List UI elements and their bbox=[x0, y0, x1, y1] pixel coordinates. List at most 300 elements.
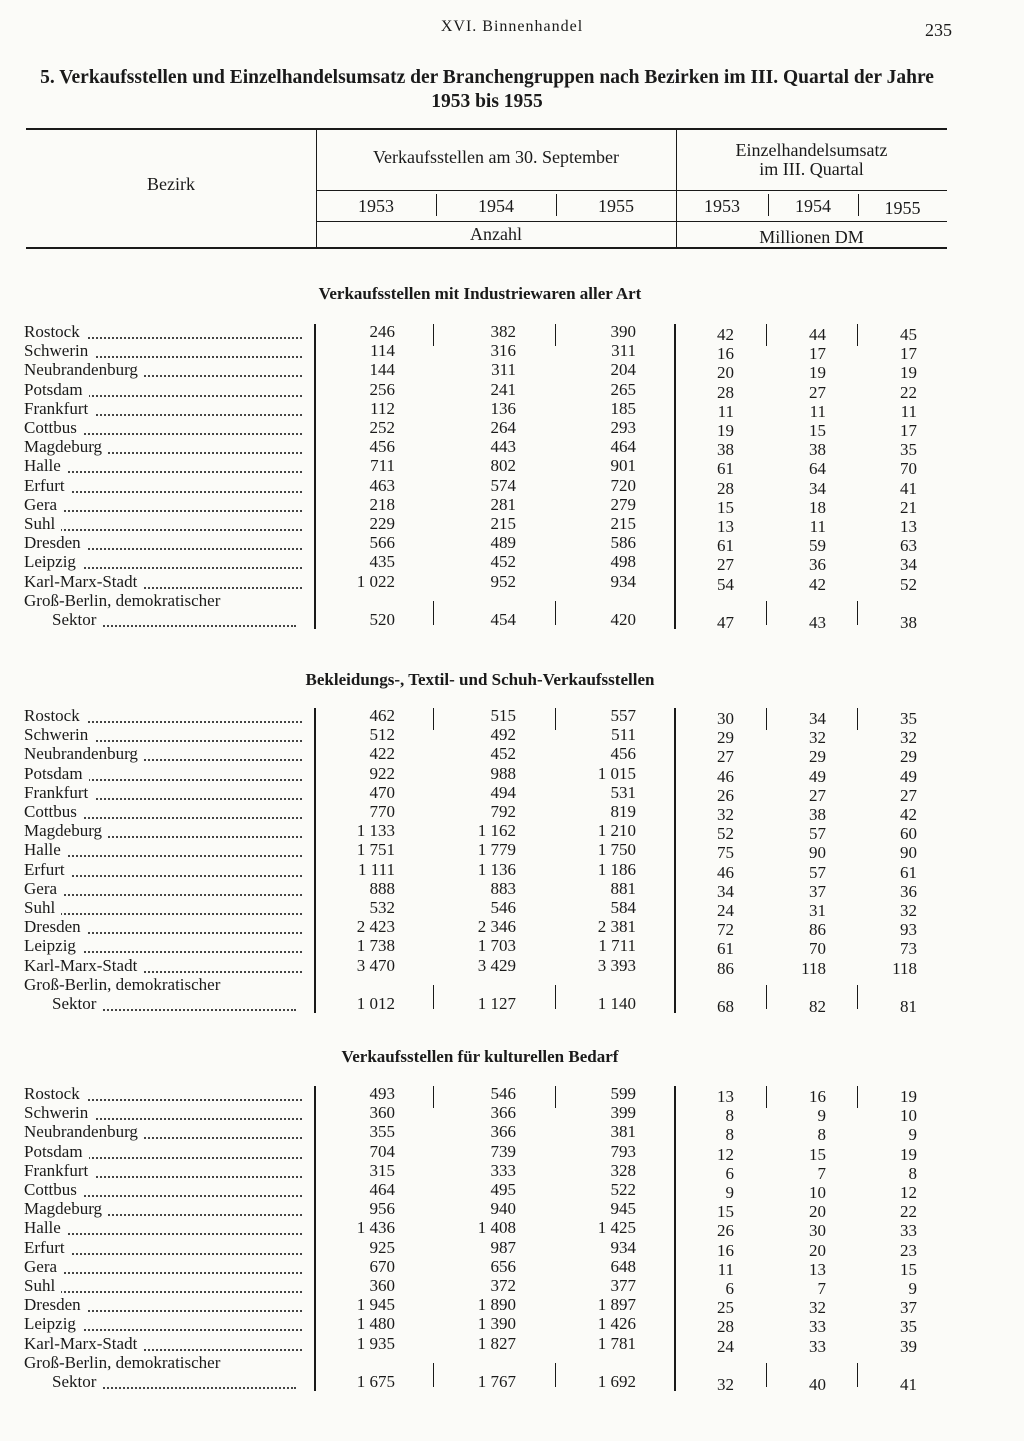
cell-value: 670 bbox=[369, 1256, 395, 1276]
cell-value: 63 bbox=[900, 536, 917, 556]
column-separator bbox=[857, 324, 858, 346]
cell-value: 23 bbox=[900, 1240, 917, 1260]
column-separator bbox=[555, 708, 556, 730]
cell-value: 1 703 bbox=[477, 936, 516, 956]
row-label-text: Dresden bbox=[24, 1295, 87, 1314]
column-separator bbox=[314, 708, 316, 1013]
cell-value: 546 bbox=[490, 898, 516, 917]
cell-value: 44 bbox=[809, 325, 826, 344]
row-label bbox=[52, 1372, 296, 1392]
cell-value: 229 bbox=[369, 514, 395, 533]
cell-value: 21 bbox=[900, 497, 917, 517]
row-label-text: Halle bbox=[24, 840, 67, 859]
cell-value: 360 bbox=[369, 1276, 395, 1295]
cell-value: 498 bbox=[610, 552, 636, 572]
cell-value: 17 bbox=[900, 421, 917, 440]
cell-value: 456 bbox=[610, 744, 636, 764]
cell-value: 82 bbox=[809, 997, 826, 1016]
table-row bbox=[0, 514, 1024, 534]
table-title-line2: 1953 bis 1955 bbox=[431, 91, 543, 112]
row-label-text: Potsdam bbox=[24, 764, 89, 783]
table-title-line1: 5. Verkaufsstellen und Einzelhandelsumsatz der Branchengruppen nach Bezirken im III. Quartal der Jahre bbox=[40, 67, 934, 88]
cell-value: 470 bbox=[369, 782, 395, 802]
cell-value: 32 bbox=[900, 728, 917, 748]
cell-value: 945 bbox=[610, 1199, 636, 1219]
cell-value: 9 bbox=[817, 1106, 826, 1126]
row-label bbox=[24, 879, 302, 899]
cell-value: 36 bbox=[900, 881, 917, 901]
cell-value: 61 bbox=[900, 862, 917, 882]
row-label-text: Suhl bbox=[24, 514, 61, 533]
cell-value: 47 bbox=[717, 613, 734, 632]
header-unit-millionen-dm: Millionen DM bbox=[759, 227, 864, 247]
cell-value: 43 bbox=[809, 613, 826, 632]
cell-value: 987 bbox=[490, 1237, 516, 1257]
leader-dots bbox=[24, 1291, 302, 1293]
table-row bbox=[0, 994, 1024, 1014]
row-label bbox=[24, 1334, 302, 1354]
page-number: 235 bbox=[925, 20, 952, 40]
cell-value: 648 bbox=[610, 1256, 636, 1276]
cell-value: 15 bbox=[809, 1144, 826, 1164]
cell-value: 46 bbox=[717, 862, 734, 882]
cell-value: 3 429 bbox=[477, 955, 516, 975]
cell-value: 454 bbox=[490, 610, 516, 629]
cell-value: 59 bbox=[809, 536, 826, 556]
table-row bbox=[0, 1257, 1024, 1277]
row-label bbox=[24, 1103, 302, 1123]
cell-value: 38 bbox=[809, 440, 826, 460]
cell-value: 19 bbox=[900, 363, 917, 383]
table-row bbox=[0, 1180, 1024, 1200]
table-row bbox=[0, 821, 1024, 844]
row-label-text: Erfurt bbox=[24, 1238, 71, 1257]
table-row-label-line bbox=[0, 975, 1024, 995]
cell-value: 15 bbox=[809, 421, 826, 440]
cell-value: 37 bbox=[900, 1298, 917, 1318]
column-separator bbox=[857, 601, 858, 625]
cell-value: 8 bbox=[817, 1125, 826, 1145]
cell-value: 1 015 bbox=[597, 763, 636, 783]
cell-value: 52 bbox=[717, 824, 734, 844]
cell-value: 452 bbox=[490, 552, 516, 572]
cell-value: 13 bbox=[717, 517, 734, 536]
cell-value: 118 bbox=[892, 958, 917, 978]
cell-value: 1 751 bbox=[356, 840, 395, 860]
row-label bbox=[24, 495, 302, 515]
cell-value: 1 111 bbox=[358, 859, 395, 879]
cell-value: 30 bbox=[809, 1221, 826, 1241]
row-label bbox=[24, 917, 302, 937]
cell-value: 86 bbox=[717, 958, 734, 978]
column-separator bbox=[433, 324, 434, 346]
cell-value: 39 bbox=[900, 1336, 917, 1356]
row-label-text: Cottbus bbox=[24, 802, 83, 821]
table-row bbox=[0, 476, 1024, 496]
cell-value: 1 779 bbox=[477, 840, 516, 860]
cell-value: 293 bbox=[610, 418, 636, 437]
cell-value: 315 bbox=[369, 1160, 395, 1180]
cell-value: 32 bbox=[717, 805, 734, 824]
cell-value: 520 bbox=[369, 610, 395, 629]
cell-value: 881 bbox=[610, 878, 636, 898]
cell-value: 792 bbox=[490, 802, 516, 821]
cell-value: 1 136 bbox=[477, 859, 516, 879]
cell-value: 25 bbox=[717, 1298, 734, 1318]
cell-value: 3 470 bbox=[356, 955, 395, 975]
cell-value: 15 bbox=[900, 1259, 917, 1279]
cell-value: 366 bbox=[490, 1103, 516, 1123]
cell-value: 49 bbox=[900, 766, 917, 786]
cell-value: 6 bbox=[725, 1163, 734, 1183]
cell-value: 27 bbox=[717, 747, 734, 767]
cell-value: 57 bbox=[809, 862, 826, 882]
cell-value: 11 bbox=[900, 401, 917, 421]
table-row bbox=[0, 418, 1024, 438]
cell-value: 15 bbox=[717, 497, 734, 517]
cell-value: 819 bbox=[610, 802, 636, 821]
column-separator bbox=[555, 1363, 556, 1387]
cell-value: 34 bbox=[717, 881, 734, 901]
cell-value: 256 bbox=[369, 379, 395, 399]
table-row bbox=[0, 610, 1024, 630]
column-separator bbox=[857, 708, 858, 730]
cell-value: 372 bbox=[490, 1276, 516, 1295]
cell-value: 35 bbox=[900, 440, 917, 460]
column-separator bbox=[433, 985, 434, 1009]
column-separator bbox=[766, 1086, 767, 1108]
row-label bbox=[52, 994, 296, 1014]
row-label bbox=[24, 476, 302, 496]
column-separator bbox=[674, 708, 676, 1013]
cell-value: 40 bbox=[809, 1375, 826, 1394]
row-label-text: Suhl bbox=[24, 898, 61, 917]
row-label-text: Sektor bbox=[52, 1372, 102, 1391]
cell-value: 24 bbox=[717, 901, 734, 920]
table-row bbox=[0, 572, 1024, 592]
row-label bbox=[24, 1084, 302, 1104]
table-row bbox=[0, 1142, 1024, 1162]
cell-value: 13 bbox=[900, 517, 917, 536]
table-row bbox=[0, 1122, 1024, 1145]
cell-value: 952 bbox=[490, 571, 516, 591]
row-label bbox=[24, 360, 302, 380]
cell-value: 435 bbox=[369, 552, 395, 572]
cell-value: 31 bbox=[809, 901, 826, 920]
header-year: 1953 bbox=[704, 196, 740, 216]
cell-value: 456 bbox=[369, 437, 395, 457]
cell-value: 566 bbox=[369, 533, 395, 553]
leader-dots bbox=[24, 529, 302, 531]
cell-value: 57 bbox=[809, 824, 826, 844]
cell-value: 73 bbox=[900, 939, 917, 959]
cell-value: 452 bbox=[490, 744, 516, 764]
running-head: XVI. Binnenhandel bbox=[440, 18, 584, 35]
cell-value: 8 bbox=[725, 1106, 734, 1126]
cell-value: 988 bbox=[490, 763, 516, 783]
cell-value: 1 692 bbox=[597, 1372, 636, 1391]
cell-value: 443 bbox=[490, 437, 516, 457]
cell-value: 49 bbox=[809, 766, 826, 786]
cell-value: 54 bbox=[717, 574, 734, 594]
cell-value: 399 bbox=[610, 1103, 636, 1123]
row-label-text: Erfurt bbox=[24, 860, 71, 879]
cell-value: 35 bbox=[900, 709, 917, 728]
header-top-rule bbox=[26, 128, 947, 130]
cell-value: 1 425 bbox=[597, 1218, 636, 1238]
cell-value: 802 bbox=[490, 456, 516, 476]
cell-value: 793 bbox=[610, 1141, 636, 1161]
table-row bbox=[0, 1161, 1024, 1181]
cell-value: 316 bbox=[490, 341, 516, 361]
cell-value: 34 bbox=[809, 478, 826, 498]
table-row bbox=[0, 1334, 1024, 1354]
column-separator bbox=[766, 601, 767, 625]
table-row bbox=[0, 917, 1024, 940]
cell-value: 265 bbox=[610, 379, 636, 399]
row-label-text: Potsdam bbox=[24, 380, 89, 399]
cell-value: 1 390 bbox=[477, 1314, 516, 1334]
cell-value: 739 bbox=[490, 1141, 516, 1161]
cell-value: 511 bbox=[611, 725, 636, 745]
row-label-text: Schwerin bbox=[24, 725, 94, 744]
table-row bbox=[0, 706, 1024, 726]
table-row bbox=[0, 380, 1024, 400]
cell-value: 1 210 bbox=[597, 821, 636, 841]
cell-value: 281 bbox=[490, 494, 516, 514]
table-row bbox=[0, 399, 1024, 419]
cell-value: 28 bbox=[717, 478, 734, 498]
cell-value: 1 935 bbox=[356, 1333, 395, 1353]
cell-value: 32 bbox=[809, 728, 826, 748]
cell-value: 42 bbox=[717, 325, 734, 344]
table-row bbox=[0, 840, 1024, 863]
table-row bbox=[0, 783, 1024, 803]
cell-value: 17 bbox=[900, 344, 917, 364]
table-row-label-line bbox=[0, 591, 1024, 611]
column-separator bbox=[857, 985, 858, 1009]
cell-value: 144 bbox=[369, 360, 395, 380]
cell-value: 6 bbox=[725, 1279, 734, 1298]
row-label bbox=[24, 975, 302, 995]
column-separator bbox=[433, 708, 434, 730]
row-label bbox=[24, 956, 302, 976]
cell-value: 11 bbox=[809, 401, 826, 421]
row-label bbox=[24, 725, 302, 745]
row-label-text: Magdeburg bbox=[24, 1199, 108, 1218]
cell-value: 42 bbox=[900, 805, 917, 824]
cell-value: 1 012 bbox=[356, 994, 395, 1013]
row-label bbox=[24, 552, 302, 572]
table-row bbox=[0, 1276, 1024, 1296]
cell-value: 9 bbox=[725, 1183, 734, 1202]
cell-value: 599 bbox=[610, 1084, 636, 1103]
table-row bbox=[0, 956, 1024, 976]
header-group-umsatz-line1: Einzelhandelsumsatz bbox=[735, 140, 888, 160]
row-label-text: Cottbus bbox=[24, 418, 83, 437]
cell-value: 390 bbox=[610, 322, 636, 341]
cell-value: 38 bbox=[717, 440, 734, 460]
row-label bbox=[24, 380, 302, 400]
cell-value: 922 bbox=[369, 763, 395, 783]
cell-value: 118 bbox=[801, 958, 826, 978]
cell-value: 901 bbox=[610, 456, 636, 476]
cell-value: 24 bbox=[717, 1336, 734, 1356]
table-row bbox=[0, 495, 1024, 515]
row-label bbox=[24, 1257, 302, 1277]
cell-value: 29 bbox=[717, 728, 734, 748]
table-row bbox=[0, 1238, 1024, 1258]
table-row bbox=[0, 1199, 1024, 1222]
cell-value: 86 bbox=[809, 920, 826, 940]
row-label-text: Frankfurt bbox=[24, 783, 94, 802]
column-separator bbox=[674, 324, 676, 629]
row-label bbox=[24, 1238, 302, 1258]
cell-value: 1 133 bbox=[356, 821, 395, 841]
cell-value: 464 bbox=[610, 437, 636, 457]
table-row bbox=[0, 456, 1024, 479]
table-row bbox=[0, 860, 1024, 880]
cell-value: 711 bbox=[370, 456, 395, 476]
cell-value: 42 bbox=[809, 574, 826, 594]
table-row bbox=[0, 322, 1024, 342]
row-label-text: Gera bbox=[24, 1257, 63, 1276]
column-separator bbox=[433, 1086, 434, 1108]
cell-value: 264 bbox=[490, 418, 516, 437]
table-row bbox=[0, 764, 1024, 784]
row-label-text: Leipzig bbox=[24, 1314, 82, 1333]
cell-value: 9 bbox=[908, 1125, 917, 1145]
cell-value: 1 738 bbox=[356, 936, 395, 956]
cell-value: 9 bbox=[908, 1279, 917, 1298]
cell-value: 20 bbox=[717, 363, 734, 383]
row-label-text: Groß-Berlin, demokratischer bbox=[24, 591, 226, 610]
cell-value: 60 bbox=[900, 824, 917, 844]
row-label-text: Gera bbox=[24, 879, 63, 898]
cell-value: 28 bbox=[717, 382, 734, 402]
table-row bbox=[0, 360, 1024, 383]
cell-value: 52 bbox=[900, 574, 917, 594]
column-separator bbox=[433, 1363, 434, 1387]
row-label bbox=[24, 783, 302, 803]
cell-value: 11 bbox=[717, 401, 734, 421]
table-row bbox=[0, 533, 1024, 556]
table-row bbox=[0, 936, 1024, 959]
cell-value: 22 bbox=[900, 1202, 917, 1222]
cell-value: 68 bbox=[717, 997, 734, 1016]
row-label-text: Dresden bbox=[24, 917, 87, 936]
cell-value: 20 bbox=[809, 1202, 826, 1222]
row-label bbox=[24, 341, 302, 361]
row-label-text: Schwerin bbox=[24, 341, 94, 360]
row-label bbox=[24, 514, 302, 534]
header-group-verkaufsstellen: Verkaufsstellen am 30. September bbox=[373, 147, 619, 167]
column-separator bbox=[433, 601, 434, 625]
cell-value: 34 bbox=[900, 555, 917, 575]
cell-value: 1 827 bbox=[477, 1333, 516, 1353]
row-label-text: Leipzig bbox=[24, 552, 82, 571]
cell-value: 28 bbox=[717, 1317, 734, 1337]
cell-value: 1 426 bbox=[597, 1314, 636, 1334]
cell-value: 41 bbox=[900, 1375, 917, 1394]
cell-value: 61 bbox=[717, 459, 734, 479]
cell-value: 934 bbox=[610, 571, 636, 591]
cell-value: 720 bbox=[610, 475, 636, 495]
cell-value: 38 bbox=[809, 805, 826, 824]
column-separator bbox=[314, 324, 316, 629]
cell-value: 15 bbox=[717, 1202, 734, 1222]
cell-value: 1 750 bbox=[597, 840, 636, 860]
cell-value: 27 bbox=[809, 785, 826, 805]
cell-value: 355 bbox=[369, 1122, 395, 1142]
cell-value: 382 bbox=[490, 322, 516, 341]
cell-value: 19 bbox=[900, 1144, 917, 1164]
leader-dots bbox=[24, 913, 302, 915]
cell-value: 1 675 bbox=[356, 1372, 395, 1391]
cell-value: 279 bbox=[610, 494, 636, 514]
cell-value: 27 bbox=[900, 785, 917, 805]
cell-value: 512 bbox=[369, 725, 395, 745]
leader-dots bbox=[24, 1272, 302, 1274]
cell-value: 61 bbox=[717, 939, 734, 959]
row-label-text: Sektor bbox=[52, 610, 102, 629]
cell-value: 29 bbox=[900, 747, 917, 767]
row-label bbox=[24, 802, 302, 822]
row-label-text: Rostock bbox=[24, 322, 86, 341]
row-label-text: Neubrandenburg bbox=[24, 744, 144, 763]
table-row bbox=[0, 879, 1024, 899]
cell-value: 16 bbox=[717, 1240, 734, 1260]
cell-value: 2 423 bbox=[356, 917, 395, 937]
cell-value: 420 bbox=[610, 610, 636, 629]
column-separator bbox=[766, 985, 767, 1009]
row-label-text: Magdeburg bbox=[24, 821, 108, 840]
column-separator bbox=[766, 324, 767, 346]
column-separator bbox=[857, 1086, 858, 1108]
cell-value: 30 bbox=[717, 709, 734, 728]
cell-value: 8 bbox=[908, 1163, 917, 1183]
cell-value: 925 bbox=[369, 1237, 395, 1257]
cell-value: 333 bbox=[490, 1160, 516, 1180]
header-year: 1953 bbox=[358, 196, 394, 216]
cell-value: 7 bbox=[817, 1279, 826, 1298]
cell-value: 1 890 bbox=[477, 1295, 516, 1315]
column-separator bbox=[766, 708, 767, 730]
row-label-text: Frankfurt bbox=[24, 399, 94, 418]
row-label bbox=[24, 821, 302, 841]
row-label bbox=[52, 610, 296, 630]
header-year-rule bbox=[316, 221, 947, 222]
cell-value: 463 bbox=[369, 475, 395, 495]
cell-value: 546 bbox=[490, 1084, 516, 1103]
column-separator bbox=[857, 1363, 858, 1387]
cell-value: 34 bbox=[809, 709, 826, 728]
cell-value: 37 bbox=[809, 881, 826, 901]
cell-value: 328 bbox=[610, 1160, 636, 1180]
cell-value: 35 bbox=[900, 1317, 917, 1337]
table-row bbox=[0, 802, 1024, 822]
cell-value: 311 bbox=[491, 360, 516, 380]
cell-value: 11 bbox=[809, 517, 826, 536]
row-label bbox=[24, 1180, 302, 1200]
cell-value: 215 bbox=[610, 514, 636, 533]
cell-value: 584 bbox=[610, 898, 636, 917]
cell-value: 16 bbox=[717, 344, 734, 364]
cell-value: 13 bbox=[717, 1087, 734, 1106]
row-label bbox=[24, 572, 302, 592]
cell-value: 12 bbox=[717, 1144, 734, 1164]
table-row bbox=[0, 725, 1024, 748]
